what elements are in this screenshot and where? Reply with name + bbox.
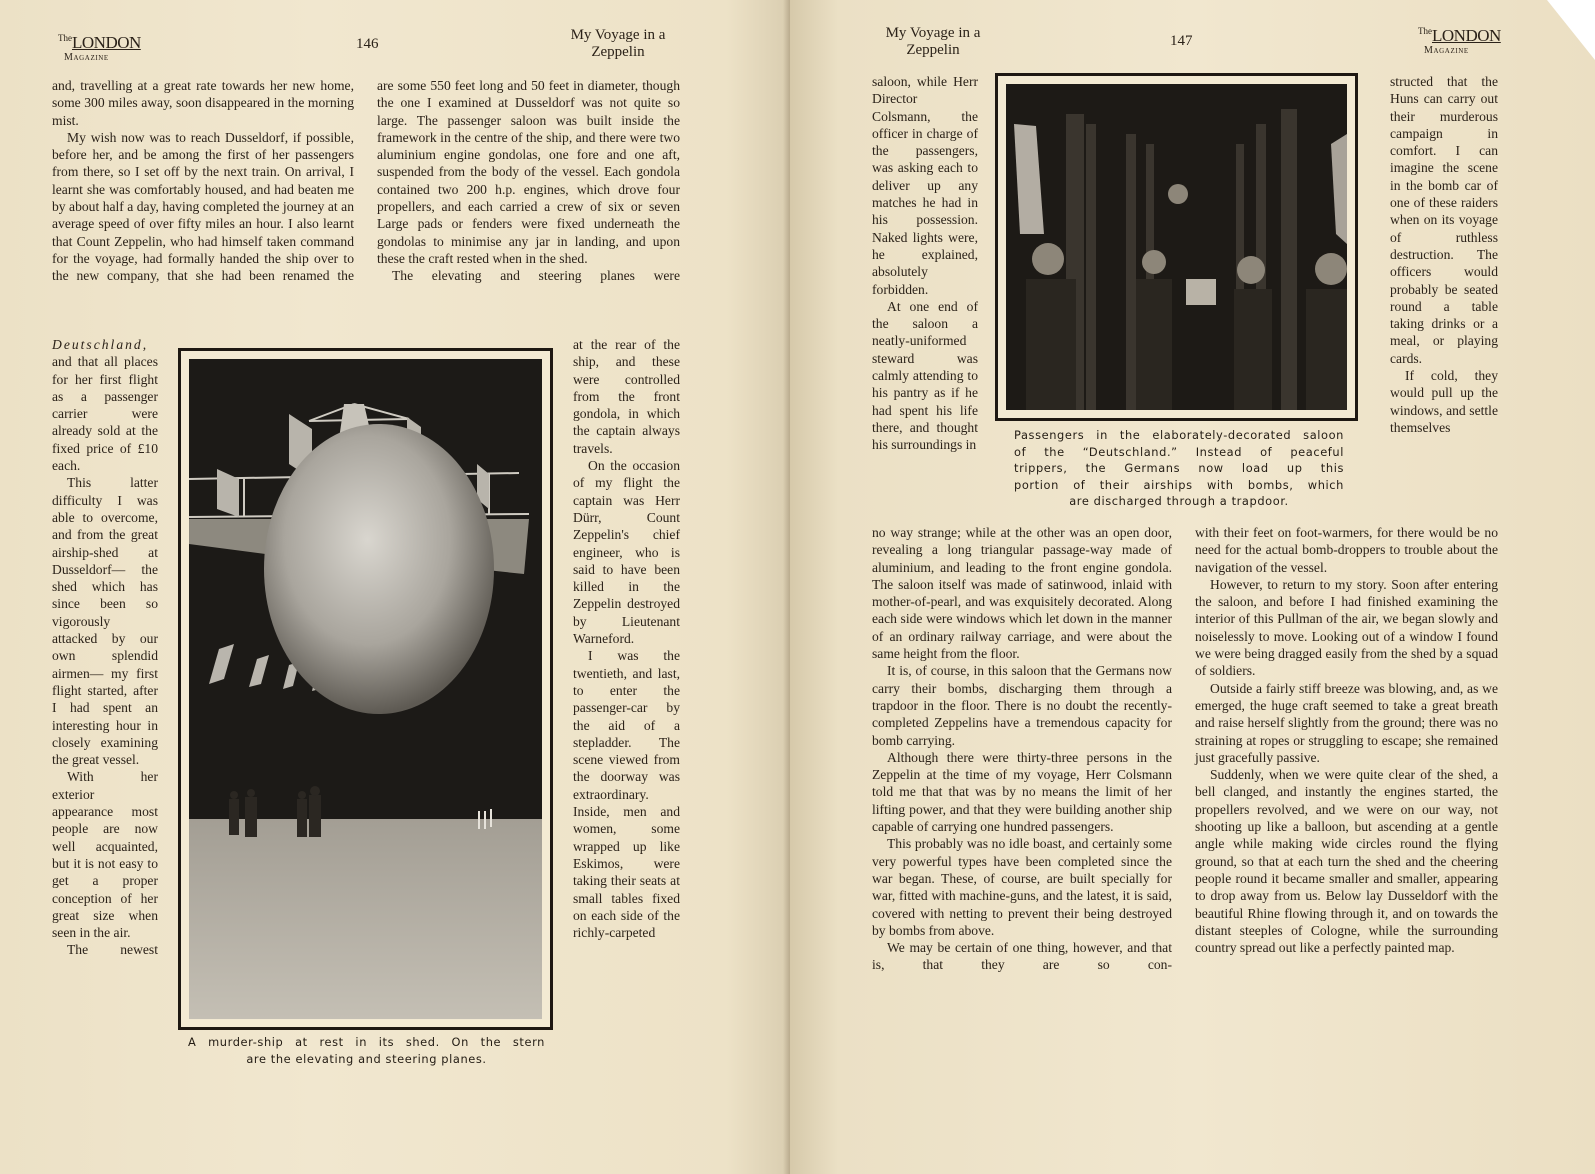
paragraph: It is, of course, in this saloon that the Germans now carry their bombs, discharging them through a trapdoor in the floor. There is no doubt the recently-completed Zeppelins have a tremendous capacity for bomb carrying. [872, 663, 1172, 748]
page-number: 147 [1170, 33, 1193, 49]
paragraph: We may be certain of one thing, however, and that is, that they are so con- [872, 940, 1172, 973]
photo-caption [188, 1034, 545, 1067]
running-head-line: My Voyage in a [885, 25, 981, 41]
caption-line: trippers, the Germans now load up this [1014, 461, 1344, 476]
passengers-in-saloon-image [1006, 84, 1347, 410]
column-2-narrow [573, 336, 680, 941]
right-page [790, 0, 1595, 1174]
column-2-narrow [1390, 73, 1498, 436]
column-2-bottom [1195, 524, 1498, 956]
column-1-top [52, 77, 354, 285]
photo-caption [1014, 427, 1344, 510]
column-2-top [377, 77, 680, 285]
running-head [858, 25, 1008, 59]
paragraph: no way strange; while at the other was an open door, revealing a long triangular passage-way made of aluminium, and leading to the front engine gondola. The saloon itself was made of satinwood, inlaid with mother-of-pearl, and was exquisitely decorated. Along each side were windows which let down in the manner of an ordinary railway carriage, and were about the same height from the floor. [872, 525, 1172, 662]
paragraph: The elevating and steering planes were [392, 268, 680, 284]
running-head-line: My Voyage in a [570, 27, 666, 43]
caption-line: portion of their airships with bombs, which [1014, 477, 1344, 492]
paragraph: My wish now was to reach Dusseldorf, if possible, before her, and be among the first of her passengers from there, so I set off by the next train. On arrival, I learnt she was comfortably housed, and had beaten me by about half a day, having completed the journey at an average speed of over fifty miles an hour. I also learnt that Count Zeppelin, who had himself taken command for the voyage, had formally handed the ship over to the new company, that she had been renamed the [52, 129, 354, 284]
paragraph: and, travelling at a great rate towards her new home, some 300 miles away, soon disappeared in the morning mist. [52, 78, 354, 128]
logo-name: LONDON [1432, 26, 1501, 45]
paragraph: With her exterior appearance most people are now well acquainted, but it is not easy to get a proper conception of her great size when seen in the air. [52, 769, 158, 941]
paragraph: structed that the Huns can carry out their murderous campaign in comfort. I can imagine the scene in the bomb car of one of these raiders when on its voyage of ruthless destruction. The officers would probably be seated round a table taking drinks or a meal, or playing cards. [1390, 74, 1498, 366]
london-magazine-logo [58, 34, 141, 63]
paragraph: I was the twentieth, and last, to enter the passenger-car by the aid of a stepladder. The scene viewed from the doorway was extraordinary. Inside, men and women, some wrapped up like Eskimos, were taking their seats at small tables fixed on each side of the richly-carpeted [573, 648, 680, 941]
running-head-line: Zeppelin [591, 44, 645, 60]
caption-line: Passengers in the elaborately-decorated saloon [1014, 428, 1344, 442]
logo-sub: Magazine [64, 52, 109, 63]
zeppelin-photo [178, 348, 553, 1030]
caption-line: of the “Deutschland.” Instead of peaceful [1014, 444, 1344, 459]
paragraph: This probably was no idle boast, and certainly some very powerful types have been completed since the war began. These, of course, are built specially for war, fitted with machine-guns, and the latest, it is said, covered with netting to prevent their being destroyed by bombs from above. [872, 836, 1172, 938]
paragraph: This latter difficulty I was able to overcome, and from the great airship-shed at Dusseldorf— the shed which has since been so vigorously attacked by our own splendid airmen— my first flight started, after I had spent an interesting hour in closely examining the great vessel. [52, 475, 158, 768]
ship-name: Deutschland, [52, 337, 149, 352]
page-number: 146 [356, 36, 379, 52]
paragraph: At one end of the saloon a neatly-uniformed steward was calmly attending to his pantry as if he had spent his life there, and thought his surroundings in [872, 298, 978, 453]
paragraph: If cold, they would pull up the windows, and settle themselves [1390, 368, 1498, 435]
left-page [0, 0, 790, 1174]
paragraph: Outside a fairly stiff breeze was blowing, and, as we emerged, the huge craft seemed to take a great breath and raise herself slightly from the ground; there was no straining at ropes or struggling to escape; she remained just gracefully passive. [1195, 680, 1498, 765]
logo-the: The [1418, 26, 1432, 36]
paragraph: with their feet on foot-warmers, for there would be no need for the actual bomb-droppers to trouble about the navigation of the vessel. [1195, 525, 1498, 575]
caption-line: A murder-ship at rest in its shed. On the stern [188, 1035, 545, 1049]
caption-line: are discharged through a trapdoor. [1069, 494, 1289, 509]
paragraph: Although there were thirty-three persons in the Zeppelin at the time of my voyage, Herr Colsmann told me that that was by no means the limit of her lifting power, and that they were building another ship capable of carrying one hundred passengers. [872, 749, 1172, 835]
running-head [538, 27, 698, 61]
paragraph: On the occasion of my flight the captain was Herr Dürr, Count Zeppelin's chief engineer, who is said to have been killed in the Zeppelin destroyed by Lieutenant Warneford. [573, 458, 680, 647]
paragraph: are some 550 feet long and 50 feet in diameter, though the one I examined at Dusseldorf was not quite so large. The passenger saloon was built inside the framework in the centre of the ship, and there were two aluminium engine gondolas, one fore and one aft, suspended from the body of the vessel. Each gondola contained two 200 h.p. engines, which drove four propellers, and each carried a crew of six or seven Large pads or fenders were fixed underneath the gondolas to minimise any jar in landing, and upon these the craft rested when in the shed. [377, 78, 680, 266]
column-1-narrow [872, 73, 978, 454]
caption-line: are the elevating and steering planes. [246, 1051, 487, 1066]
logo-name: LONDON [72, 33, 141, 52]
paragraph: Suddenly, when we were quite clear of the shed, a bell clanged, and instantly the engines started, the propellers revolved, and we were on our way, not shooting up like a balloon, but ascending at a gentle angle while making wide circles round the flying ground, so that at each turn the shed and the cheering people round it became smaller and smaller, appearing to drop away from us. Below lay Dusseldorf with the beautiful Rhine flowing through it, and on towards the distant steeples of Cologne, while the surrounding country spread out like a perfectly painted map. [1195, 767, 1498, 956]
column-1-narrow [52, 336, 158, 959]
paragraph: saloon, while Herr Director Colsmann, the officer in charge of the passengers, was asking each to deliver up any matches he had in his possession. Naked lights were, he explained, absolutely forbidden. [872, 74, 978, 297]
saloon-photo [995, 73, 1358, 421]
london-magazine-logo [1418, 27, 1501, 56]
paragraph: at the rear of the ship, and these were controlled from the front gondola, in which the captain always travels. [573, 337, 680, 456]
running-head-line: Zeppelin [906, 42, 960, 58]
logo-sub: Magazine [1424, 45, 1469, 56]
folded-page-corner [1547, 0, 1595, 60]
paragraph: The newest [67, 942, 158, 958]
logo-the: The [58, 33, 72, 43]
zeppelin-in-shed-image [189, 359, 542, 1019]
column-1-bottom [872, 524, 1172, 974]
paragraph: and that all places for her first flight as a passenger carrier were already sold at the fixed price of £10 each. [52, 354, 158, 474]
paragraph: However, to return to my story. Soon after entering the saloon, and before I had finished examining the interior of this Pullman of the air, we began slowly and noiselessly to move. Looking out of a window I found we were being dragged easily from the shed by a squad of soldiers. [1195, 576, 1498, 679]
